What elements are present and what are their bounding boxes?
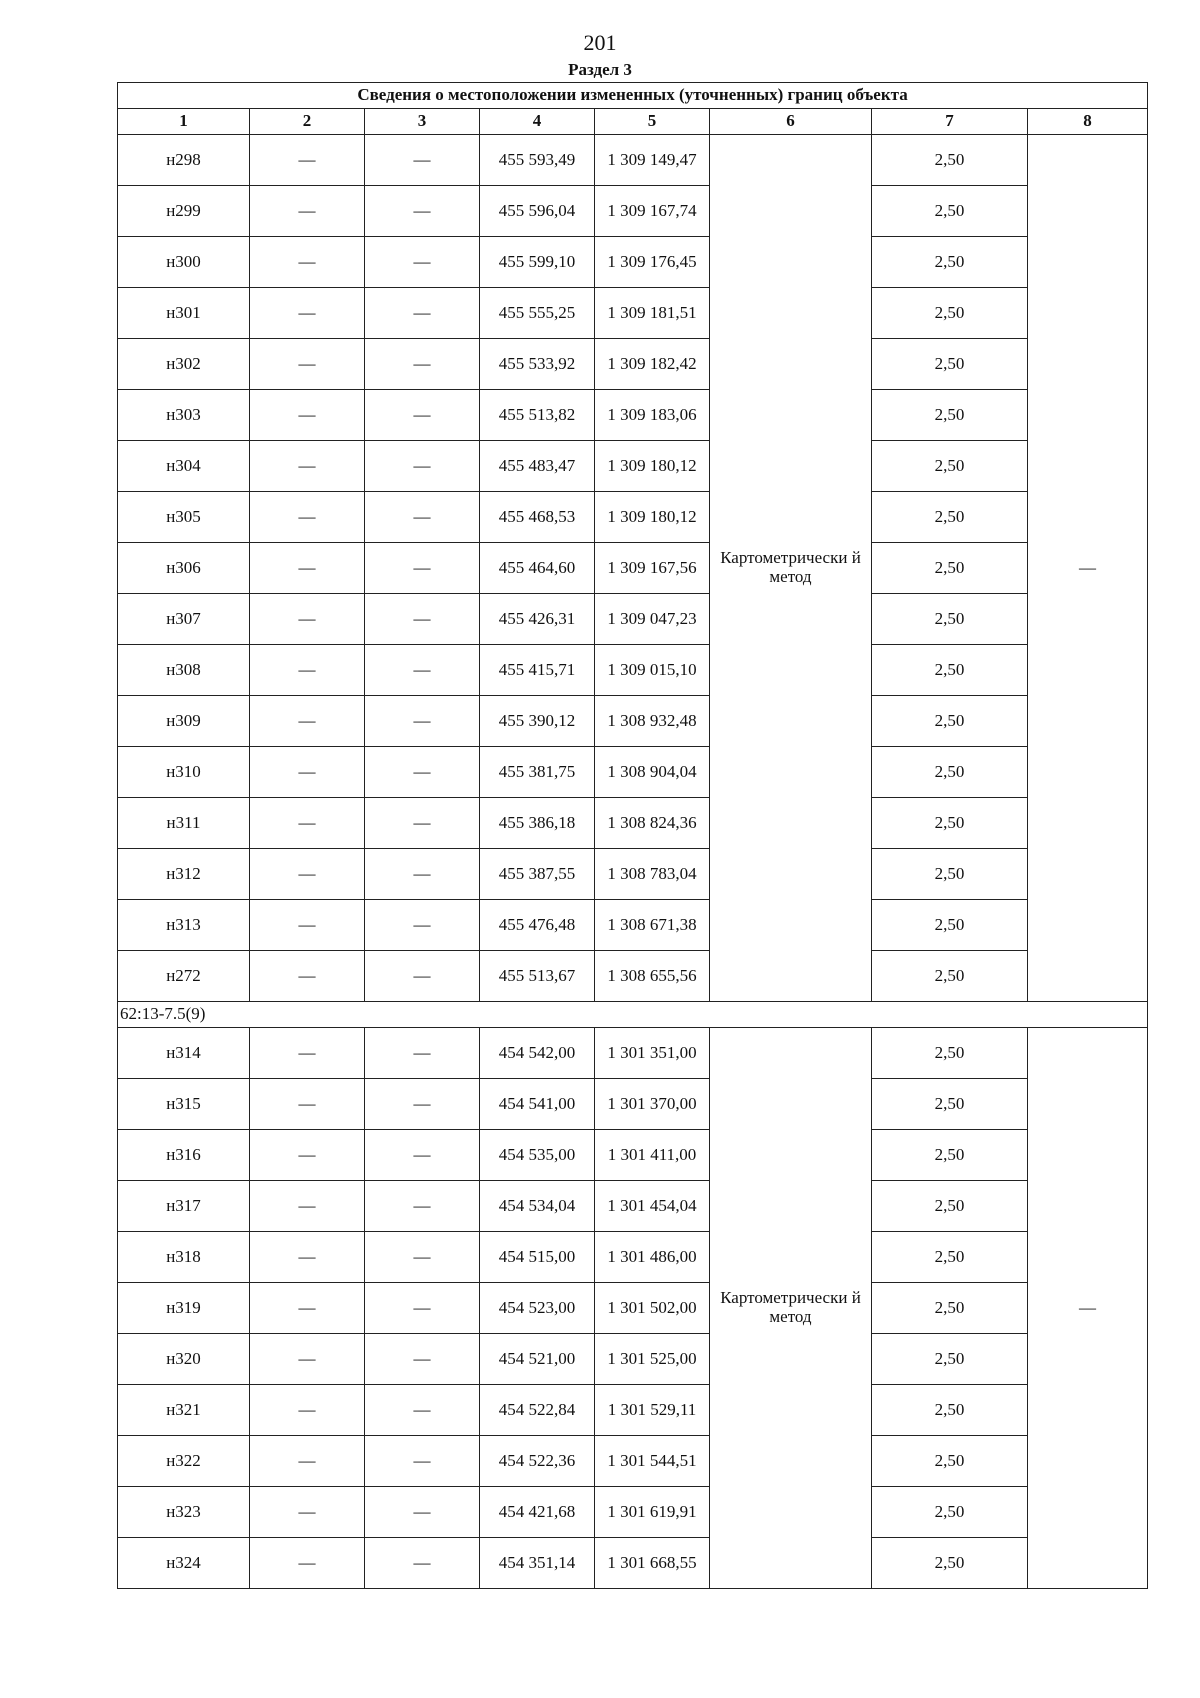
y-coordinate-cell: 1 301 544,51 bbox=[595, 1436, 710, 1487]
accuracy-cell: 2,50 bbox=[872, 1436, 1028, 1487]
col3-cell: — bbox=[365, 1130, 480, 1181]
point-name-cell: н307 bbox=[118, 594, 250, 645]
col2-cell: — bbox=[250, 492, 365, 543]
point-name-cell: н324 bbox=[118, 1538, 250, 1589]
point-name-cell: н300 bbox=[118, 237, 250, 288]
point-name-cell: н320 bbox=[118, 1334, 250, 1385]
x-coordinate-cell: 455 386,18 bbox=[480, 798, 595, 849]
accuracy-cell: 2,50 bbox=[872, 288, 1028, 339]
y-coordinate-cell: 1 309 180,12 bbox=[595, 492, 710, 543]
col3-cell: — bbox=[365, 543, 480, 594]
x-coordinate-cell: 455 513,67 bbox=[480, 951, 595, 1002]
col3-cell: — bbox=[365, 1487, 480, 1538]
accuracy-cell: 2,50 bbox=[872, 1487, 1028, 1538]
accuracy-cell: 2,50 bbox=[872, 747, 1028, 798]
method-cell: Картометрически й метод bbox=[710, 135, 872, 1002]
col3-cell: — bbox=[365, 747, 480, 798]
point-name-cell: н304 bbox=[118, 441, 250, 492]
x-coordinate-cell: 455 555,25 bbox=[480, 288, 595, 339]
x-coordinate-cell: 454 542,00 bbox=[480, 1028, 595, 1079]
group-label: 62:13-7.5(9) bbox=[118, 1002, 1148, 1028]
accuracy-cell: 2,50 bbox=[872, 900, 1028, 951]
point-name-cell: н313 bbox=[118, 900, 250, 951]
col3-cell: — bbox=[365, 951, 480, 1002]
y-coordinate-cell: 1 309 180,12 bbox=[595, 441, 710, 492]
accuracy-cell: 2,50 bbox=[872, 237, 1028, 288]
x-coordinate-cell: 454 534,04 bbox=[480, 1181, 595, 1232]
col2-cell: — bbox=[250, 900, 365, 951]
accuracy-cell: 2,50 bbox=[872, 492, 1028, 543]
y-coordinate-cell: 1 301 486,00 bbox=[595, 1232, 710, 1283]
point-name-cell: н302 bbox=[118, 339, 250, 390]
x-coordinate-cell: 455 533,92 bbox=[480, 339, 595, 390]
accuracy-cell: 2,50 bbox=[872, 849, 1028, 900]
y-coordinate-cell: 1 301 351,00 bbox=[595, 1028, 710, 1079]
col3-cell: — bbox=[365, 441, 480, 492]
point-name-cell: н298 bbox=[118, 135, 250, 186]
accuracy-cell: 2,50 bbox=[872, 951, 1028, 1002]
point-name-cell: н314 bbox=[118, 1028, 250, 1079]
accuracy-cell: 2,50 bbox=[872, 135, 1028, 186]
accuracy-cell: 2,50 bbox=[872, 441, 1028, 492]
y-coordinate-cell: 1 308 655,56 bbox=[595, 951, 710, 1002]
table-row bbox=[118, 1436, 1148, 1487]
table-row bbox=[118, 135, 1148, 186]
table-row bbox=[118, 441, 1148, 492]
x-coordinate-cell: 454 522,84 bbox=[480, 1385, 595, 1436]
table-row bbox=[118, 237, 1148, 288]
col3-cell: — bbox=[365, 594, 480, 645]
point-name-cell: н309 bbox=[118, 696, 250, 747]
accuracy-cell: 2,50 bbox=[872, 1130, 1028, 1181]
table-row bbox=[118, 849, 1148, 900]
table-row bbox=[118, 696, 1148, 747]
table-row bbox=[118, 1079, 1148, 1130]
y-coordinate-cell: 1 301 525,00 bbox=[595, 1334, 710, 1385]
y-coordinate-cell: 1 301 668,55 bbox=[595, 1538, 710, 1589]
col2-cell: — bbox=[250, 696, 365, 747]
col2-cell: — bbox=[250, 390, 365, 441]
accuracy-cell: 2,50 bbox=[872, 1232, 1028, 1283]
point-name-cell: н301 bbox=[118, 288, 250, 339]
table-row bbox=[118, 1181, 1148, 1232]
col3-cell: — bbox=[365, 288, 480, 339]
x-coordinate-cell: 455 483,47 bbox=[480, 441, 595, 492]
col2-cell: — bbox=[250, 543, 365, 594]
table-row bbox=[118, 1028, 1148, 1079]
x-coordinate-cell: 455 415,71 bbox=[480, 645, 595, 696]
point-name-cell: н318 bbox=[118, 1232, 250, 1283]
col8-cell: — bbox=[1028, 1028, 1148, 1589]
col3-cell: — bbox=[365, 339, 480, 390]
table-row bbox=[118, 1487, 1148, 1538]
col2-cell: — bbox=[250, 1028, 365, 1079]
table-row bbox=[118, 492, 1148, 543]
x-coordinate-cell: 455 464,60 bbox=[480, 543, 595, 594]
x-coordinate-cell: 454 515,00 bbox=[480, 1232, 595, 1283]
col3-cell: — bbox=[365, 492, 480, 543]
accuracy-cell: 2,50 bbox=[872, 798, 1028, 849]
point-name-cell: н317 bbox=[118, 1181, 250, 1232]
point-name-cell: н305 bbox=[118, 492, 250, 543]
point-name-cell: н306 bbox=[118, 543, 250, 594]
y-coordinate-cell: 1 309 176,45 bbox=[595, 237, 710, 288]
point-name-cell: н308 bbox=[118, 645, 250, 696]
accuracy-cell: 2,50 bbox=[872, 594, 1028, 645]
col2-cell: — bbox=[250, 645, 365, 696]
col2-cell: — bbox=[250, 1283, 365, 1334]
table-row bbox=[118, 645, 1148, 696]
x-coordinate-cell: 454 541,00 bbox=[480, 1079, 595, 1130]
col2-cell: — bbox=[250, 798, 365, 849]
accuracy-cell: 2,50 bbox=[872, 696, 1028, 747]
point-name-cell: н272 bbox=[118, 951, 250, 1002]
x-coordinate-cell: 454 523,00 bbox=[480, 1283, 595, 1334]
accuracy-cell: 2,50 bbox=[872, 186, 1028, 237]
table-row bbox=[118, 798, 1148, 849]
method-cell: Картометрически й метод bbox=[710, 1028, 872, 1589]
col8-cell: — bbox=[1028, 135, 1148, 1002]
col3-cell: — bbox=[365, 390, 480, 441]
y-coordinate-cell: 1 309 183,06 bbox=[595, 390, 710, 441]
x-coordinate-cell: 454 421,68 bbox=[480, 1487, 595, 1538]
point-name-cell: н323 bbox=[118, 1487, 250, 1538]
col3-cell: — bbox=[365, 1028, 480, 1079]
y-coordinate-cell: 1 301 529,11 bbox=[595, 1385, 710, 1436]
point-name-cell: н321 bbox=[118, 1385, 250, 1436]
x-coordinate-cell: 455 390,12 bbox=[480, 696, 595, 747]
y-coordinate-cell: 1 309 047,23 bbox=[595, 594, 710, 645]
col3-cell: — bbox=[365, 798, 480, 849]
table-row bbox=[118, 1385, 1148, 1436]
col2-cell: — bbox=[250, 1079, 365, 1130]
col2-cell: — bbox=[250, 594, 365, 645]
col2-cell: — bbox=[250, 1385, 365, 1436]
col3-cell: — bbox=[365, 1232, 480, 1283]
column-header: 8 bbox=[1028, 109, 1148, 135]
x-coordinate-cell: 455 387,55 bbox=[480, 849, 595, 900]
x-coordinate-cell: 454 521,00 bbox=[480, 1334, 595, 1385]
accuracy-cell: 2,50 bbox=[872, 1079, 1028, 1130]
y-coordinate-cell: 1 309 167,56 bbox=[595, 543, 710, 594]
col2-cell: — bbox=[250, 339, 365, 390]
x-coordinate-cell: 455 596,04 bbox=[480, 186, 595, 237]
x-coordinate-cell: 454 351,14 bbox=[480, 1538, 595, 1589]
accuracy-cell: 2,50 bbox=[872, 1283, 1028, 1334]
table-row bbox=[118, 594, 1148, 645]
x-coordinate-cell: 454 535,00 bbox=[480, 1130, 595, 1181]
table-row bbox=[118, 1538, 1148, 1589]
page-number: 201 bbox=[583, 30, 617, 55]
accuracy-cell: 2,50 bbox=[872, 1028, 1028, 1079]
col3-cell: — bbox=[365, 1436, 480, 1487]
table-title: Сведения о местоположении измененных (уточненных) границ объекта bbox=[118, 83, 1148, 109]
column-header: 3 bbox=[365, 109, 480, 135]
point-name-cell: н299 bbox=[118, 186, 250, 237]
x-coordinate-cell: 455 381,75 bbox=[480, 747, 595, 798]
col3-cell: — bbox=[365, 186, 480, 237]
col3-cell: — bbox=[365, 1079, 480, 1130]
y-coordinate-cell: 1 308 671,38 bbox=[595, 900, 710, 951]
group-label-row bbox=[118, 1002, 1148, 1028]
col3-cell: — bbox=[365, 645, 480, 696]
y-coordinate-cell: 1 309 015,10 bbox=[595, 645, 710, 696]
table-row bbox=[118, 1334, 1148, 1385]
col2-cell: — bbox=[250, 1334, 365, 1385]
y-coordinate-cell: 1 308 783,04 bbox=[595, 849, 710, 900]
accuracy-cell: 2,50 bbox=[872, 1181, 1028, 1232]
y-coordinate-cell: 1 309 167,74 bbox=[595, 186, 710, 237]
y-coordinate-cell: 1 309 182,42 bbox=[595, 339, 710, 390]
y-coordinate-cell: 1 301 454,04 bbox=[595, 1181, 710, 1232]
y-coordinate-cell: 1 308 932,48 bbox=[595, 696, 710, 747]
accuracy-cell: 2,50 bbox=[872, 543, 1028, 594]
col2-cell: — bbox=[250, 288, 365, 339]
col3-cell: — bbox=[365, 900, 480, 951]
table-row bbox=[118, 747, 1148, 798]
col2-cell: — bbox=[250, 1232, 365, 1283]
column-header: 4 bbox=[480, 109, 595, 135]
column-header: 7 bbox=[872, 109, 1028, 135]
table-row bbox=[118, 339, 1148, 390]
point-name-cell: н319 bbox=[118, 1283, 250, 1334]
x-coordinate-cell: 455 513,82 bbox=[480, 390, 595, 441]
column-header: 1 bbox=[118, 109, 250, 135]
point-name-cell: н312 bbox=[118, 849, 250, 900]
y-coordinate-cell: 1 301 411,00 bbox=[595, 1130, 710, 1181]
point-name-cell: н310 bbox=[118, 747, 250, 798]
point-name-cell: н311 bbox=[118, 798, 250, 849]
y-coordinate-cell: 1 309 149,47 bbox=[595, 135, 710, 186]
x-coordinate-cell: 455 468,53 bbox=[480, 492, 595, 543]
col2-cell: — bbox=[250, 849, 365, 900]
y-coordinate-cell: 1 301 619,91 bbox=[595, 1487, 710, 1538]
point-name-cell: н322 bbox=[118, 1436, 250, 1487]
col3-cell: — bbox=[365, 237, 480, 288]
col2-cell: — bbox=[250, 1538, 365, 1589]
table-row bbox=[118, 288, 1148, 339]
col2-cell: — bbox=[250, 135, 365, 186]
accuracy-cell: 2,50 bbox=[872, 1385, 1028, 1436]
col2-cell: — bbox=[250, 747, 365, 798]
col3-cell: — bbox=[365, 1538, 480, 1589]
col3-cell: — bbox=[365, 696, 480, 747]
y-coordinate-cell: 1 301 502,00 bbox=[595, 1283, 710, 1334]
x-coordinate-cell: 455 476,48 bbox=[480, 900, 595, 951]
column-header-row bbox=[118, 109, 1148, 135]
table-row bbox=[118, 390, 1148, 441]
x-coordinate-cell: 454 522,36 bbox=[480, 1436, 595, 1487]
accuracy-cell: 2,50 bbox=[872, 390, 1028, 441]
col3-cell: — bbox=[365, 1334, 480, 1385]
section-title: Раздел 3 bbox=[568, 60, 632, 79]
point-name-cell: н316 bbox=[118, 1130, 250, 1181]
column-header: 5 bbox=[595, 109, 710, 135]
table-row bbox=[118, 1232, 1148, 1283]
col2-cell: — bbox=[250, 951, 365, 1002]
y-coordinate-cell: 1 301 370,00 bbox=[595, 1079, 710, 1130]
table-row bbox=[118, 543, 1148, 594]
col3-cell: — bbox=[365, 849, 480, 900]
y-coordinate-cell: 1 309 181,51 bbox=[595, 288, 710, 339]
col3-cell: — bbox=[365, 1385, 480, 1436]
col2-cell: — bbox=[250, 1181, 365, 1232]
col2-cell: — bbox=[250, 186, 365, 237]
col2-cell: — bbox=[250, 441, 365, 492]
y-coordinate-cell: 1 308 904,04 bbox=[595, 747, 710, 798]
col2-cell: — bbox=[250, 237, 365, 288]
table-row bbox=[118, 900, 1148, 951]
col2-cell: — bbox=[250, 1130, 365, 1181]
col3-cell: — bbox=[365, 1181, 480, 1232]
point-name-cell: н303 bbox=[118, 390, 250, 441]
accuracy-cell: 2,50 bbox=[872, 645, 1028, 696]
accuracy-cell: 2,50 bbox=[872, 339, 1028, 390]
col2-cell: — bbox=[250, 1487, 365, 1538]
col2-cell: — bbox=[250, 1436, 365, 1487]
column-header: 6 bbox=[710, 109, 872, 135]
col3-cell: — bbox=[365, 1283, 480, 1334]
boundary-coordinates-table bbox=[117, 82, 1148, 1589]
y-coordinate-cell: 1 308 824,36 bbox=[595, 798, 710, 849]
accuracy-cell: 2,50 bbox=[872, 1538, 1028, 1589]
table-row bbox=[118, 1130, 1148, 1181]
x-coordinate-cell: 455 593,49 bbox=[480, 135, 595, 186]
table-row bbox=[118, 951, 1148, 1002]
col3-cell: — bbox=[365, 135, 480, 186]
accuracy-cell: 2,50 bbox=[872, 1334, 1028, 1385]
point-name-cell: н315 bbox=[118, 1079, 250, 1130]
x-coordinate-cell: 455 426,31 bbox=[480, 594, 595, 645]
table-row bbox=[118, 186, 1148, 237]
column-header: 2 bbox=[250, 109, 365, 135]
table-row bbox=[118, 1283, 1148, 1334]
x-coordinate-cell: 455 599,10 bbox=[480, 237, 595, 288]
